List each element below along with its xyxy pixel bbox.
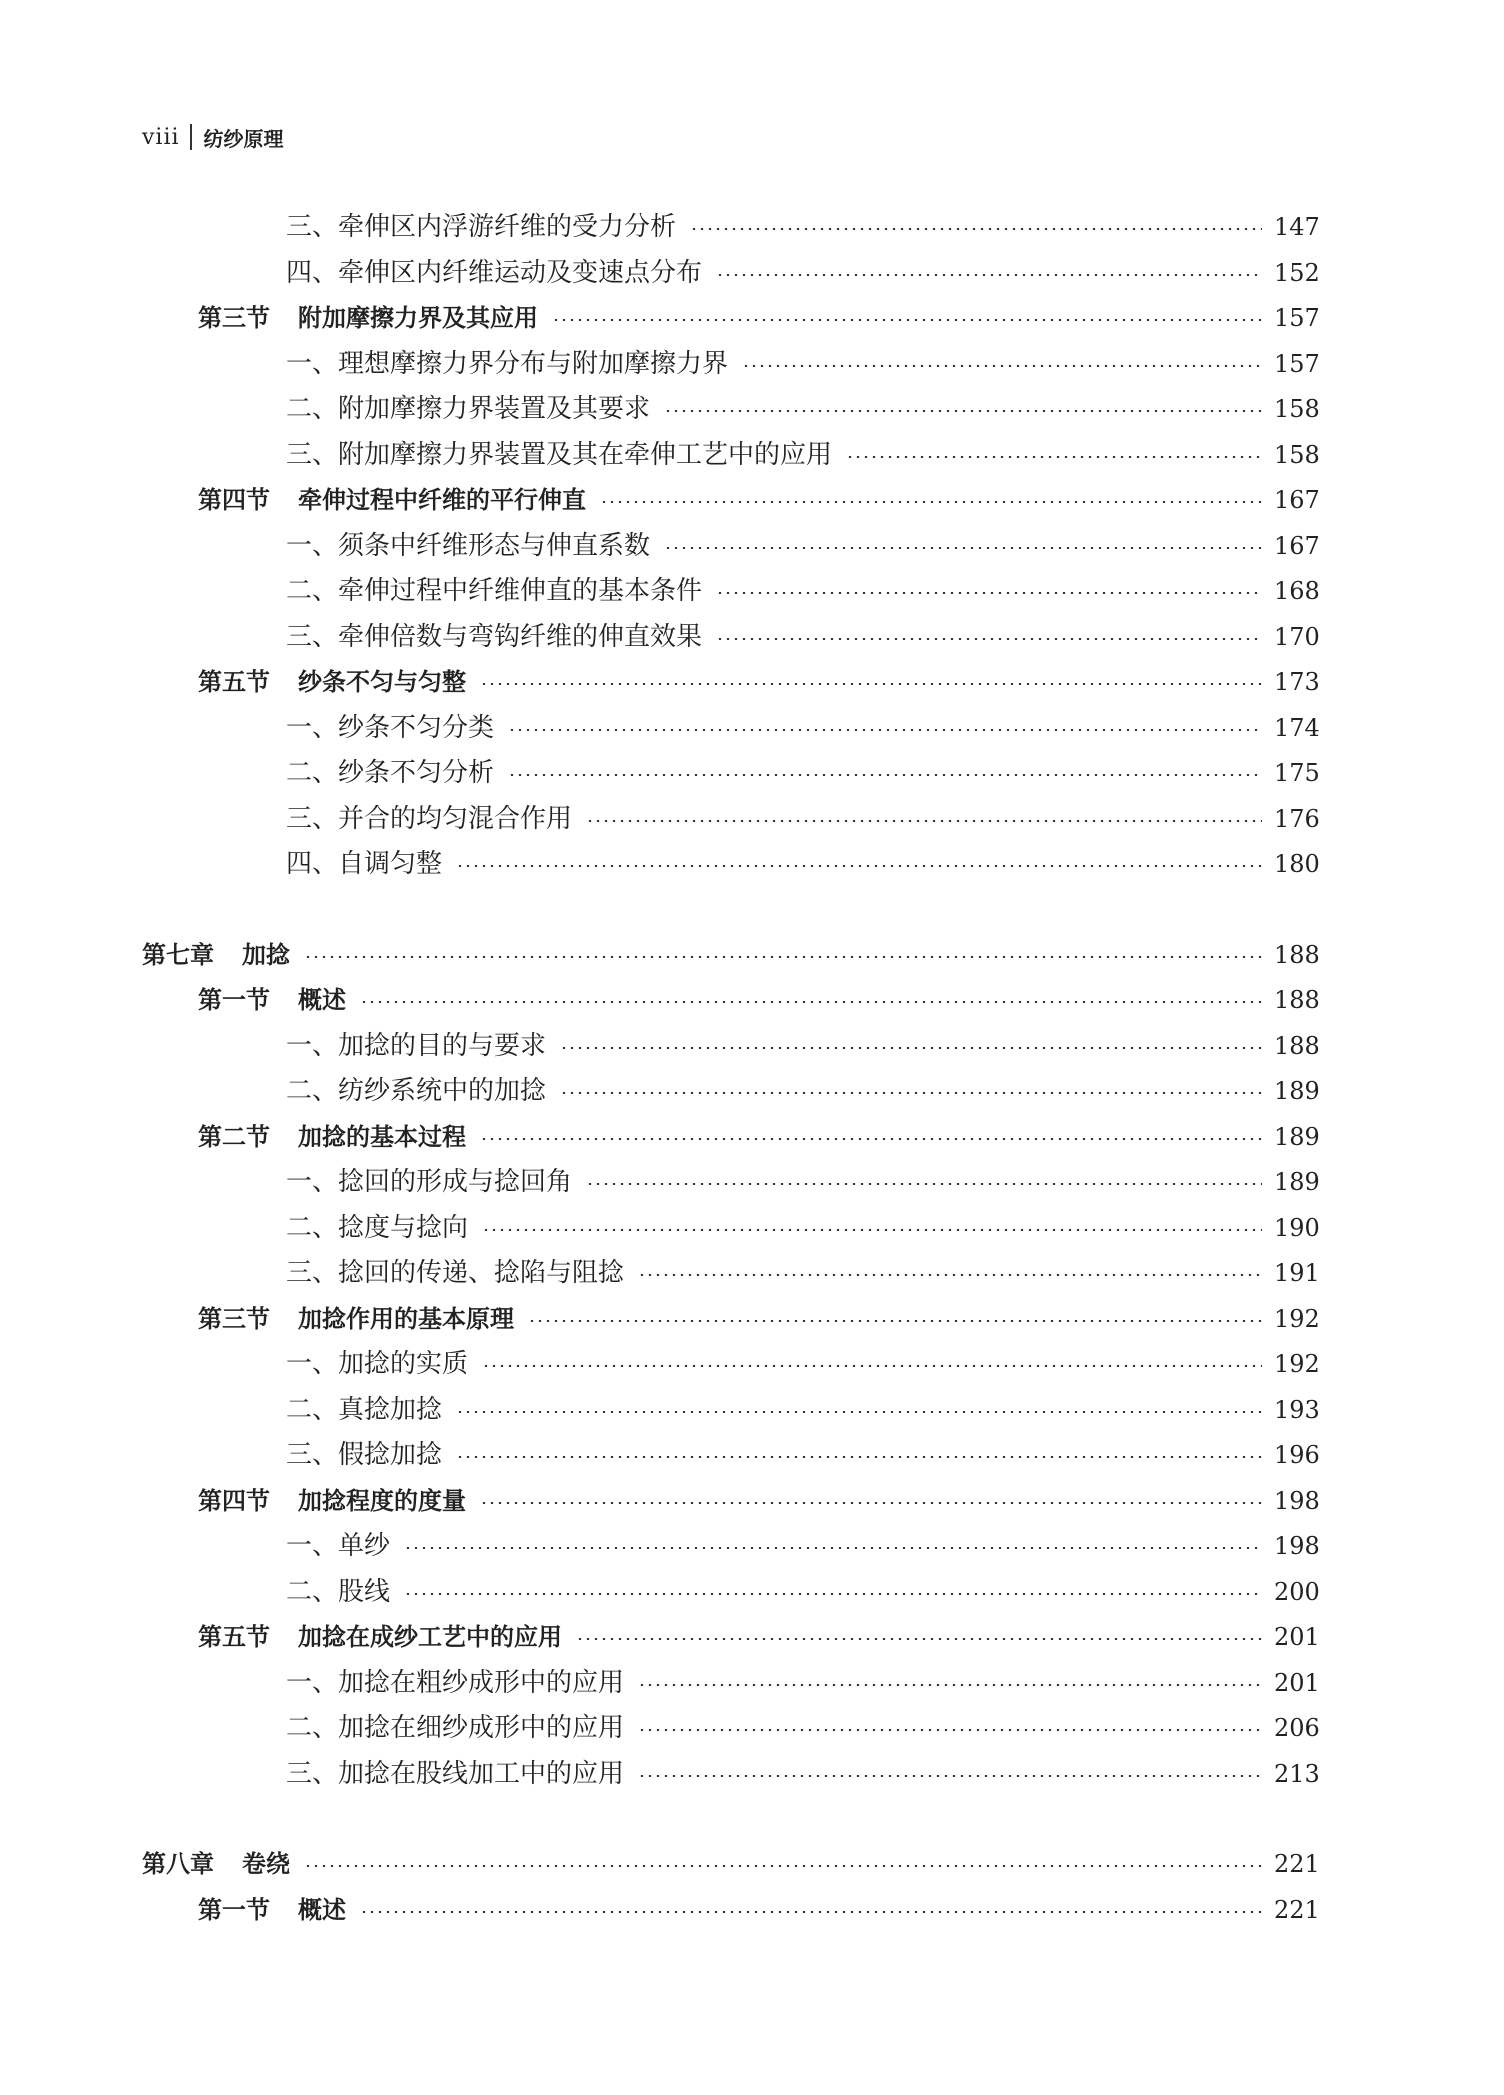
toc-item-row bbox=[286, 1253, 1318, 1293]
toc-dot-leader bbox=[586, 1183, 1262, 1185]
toc-item-row bbox=[286, 1526, 1318, 1566]
toc-item-label: 二、股线 bbox=[286, 1577, 391, 1607]
toc-dot-leader bbox=[456, 1456, 1262, 1458]
toc-item-label: 一、单纱 bbox=[286, 1531, 391, 1561]
toc-page-number: 189 bbox=[1274, 1077, 1320, 1105]
toc-item-row bbox=[286, 1754, 1318, 1794]
toc-item-label: 二、捻度与捻向 bbox=[286, 1213, 469, 1243]
toc-page-number: 190 bbox=[1274, 1214, 1320, 1242]
toc-section-label bbox=[198, 980, 346, 1020]
toc-item-row bbox=[286, 1572, 1318, 1612]
running-header bbox=[142, 121, 284, 153]
toc-section-number: 第二节 bbox=[198, 1123, 270, 1151]
toc-section-number: 第三节 bbox=[198, 304, 270, 332]
toc-section-label bbox=[198, 1299, 514, 1339]
toc-page-number: 170 bbox=[1274, 623, 1320, 651]
toc-dot-leader bbox=[456, 865, 1262, 867]
toc-item-row bbox=[286, 207, 1318, 247]
toc-section-label bbox=[198, 1117, 466, 1157]
toc-item-label: 二、真捻加捻 bbox=[286, 1395, 443, 1425]
toc-item-label: 二、纺纱系统中的加捻 bbox=[286, 1076, 547, 1106]
toc-page-number: 192 bbox=[1274, 1305, 1320, 1333]
toc-chapter-number: 第七章 bbox=[142, 941, 214, 969]
toc-section-label bbox=[198, 662, 466, 702]
toc-dot-leader bbox=[480, 1502, 1262, 1504]
toc-item-row bbox=[286, 617, 1318, 657]
toc-item-label: 一、捻回的形成与捻回角 bbox=[286, 1167, 573, 1197]
toc-item-row bbox=[286, 799, 1318, 839]
toc-section-number: 第三节 bbox=[198, 1305, 270, 1333]
header-page-number: viii bbox=[142, 124, 180, 150]
toc-chapter-label bbox=[142, 935, 290, 975]
toc-section-number: 第五节 bbox=[198, 1623, 270, 1651]
toc-dot-leader bbox=[576, 1638, 1262, 1640]
toc-item-row bbox=[286, 526, 1318, 566]
toc-chapter-row bbox=[142, 935, 1318, 975]
toc-page-number: 200 bbox=[1274, 1578, 1320, 1606]
toc-chapter-title: 卷绕 bbox=[242, 1850, 290, 1878]
toc-page-number: 213 bbox=[1274, 1760, 1320, 1788]
toc-page-number: 147 bbox=[1274, 213, 1320, 241]
toc-page-number: 180 bbox=[1274, 850, 1320, 878]
toc-item-row bbox=[286, 1071, 1318, 1111]
toc-page-number: 158 bbox=[1274, 441, 1320, 469]
toc-item-row bbox=[286, 344, 1318, 384]
toc-item-label: 三、并合的均匀混合作用 bbox=[286, 804, 573, 834]
toc-dot-leader bbox=[360, 1911, 1262, 1913]
toc-dot-leader bbox=[560, 1092, 1262, 1094]
toc-page-number: 201 bbox=[1274, 1623, 1320, 1651]
toc-item-row bbox=[286, 571, 1318, 611]
toc-page-number: 174 bbox=[1274, 714, 1320, 742]
toc-item-label: 三、牵伸区内浮游纤维的受力分析 bbox=[286, 212, 677, 242]
toc-section-row bbox=[198, 1117, 1318, 1157]
toc-dot-leader bbox=[304, 1865, 1262, 1867]
toc-dot-leader bbox=[404, 1593, 1262, 1595]
toc-page-number: 152 bbox=[1274, 259, 1320, 287]
toc-section-label bbox=[198, 1890, 346, 1930]
toc-item-label: 二、牵伸过程中纤维伸直的基本条件 bbox=[286, 576, 703, 606]
toc-item-label: 一、加捻的实质 bbox=[286, 1349, 469, 1379]
toc-item-label: 一、加捻的目的与要求 bbox=[286, 1031, 547, 1061]
toc-section-row bbox=[198, 1481, 1318, 1521]
toc-dot-leader bbox=[508, 729, 1262, 731]
toc-item-row bbox=[286, 753, 1318, 793]
toc-section-title: 牵伸过程中纤维的平行伸直 bbox=[298, 486, 586, 514]
toc-item-row bbox=[286, 844, 1318, 884]
toc-section-title: 加捻程度的度量 bbox=[298, 1487, 466, 1515]
toc-dot-leader bbox=[456, 1411, 1262, 1413]
toc-dot-leader bbox=[638, 1729, 1262, 1731]
toc-item-row bbox=[286, 253, 1318, 293]
toc-section-row bbox=[198, 662, 1318, 702]
toc-section-label bbox=[198, 1481, 466, 1521]
toc-dot-leader bbox=[638, 1274, 1262, 1276]
toc-item-row bbox=[286, 1663, 1318, 1703]
toc-dot-leader bbox=[480, 683, 1262, 685]
header-book-title: 纺纱原理 bbox=[203, 126, 284, 151]
toc-dot-leader bbox=[480, 1138, 1262, 1140]
toc-dot-leader bbox=[638, 1775, 1262, 1777]
toc-page-number: 168 bbox=[1274, 577, 1320, 605]
toc-section-number: 第五节 bbox=[198, 668, 270, 696]
toc-page-number: 157 bbox=[1274, 350, 1320, 378]
toc-item-label: 二、加捻在细纱成形中的应用 bbox=[286, 1713, 625, 1743]
toc-section-title: 纱条不匀与匀整 bbox=[298, 668, 466, 696]
toc-page-number: 188 bbox=[1274, 941, 1320, 969]
toc-item-label: 三、加捻在股线加工中的应用 bbox=[286, 1759, 625, 1789]
toc-item-row bbox=[286, 1026, 1318, 1066]
toc-page-number: 192 bbox=[1274, 1350, 1320, 1378]
toc-page-number: 198 bbox=[1274, 1532, 1320, 1560]
toc-dot-leader bbox=[528, 1320, 1262, 1322]
toc-item-label: 一、加捻在粗纱成形中的应用 bbox=[286, 1668, 625, 1698]
toc-page-number: 198 bbox=[1274, 1487, 1320, 1515]
toc-dot-leader bbox=[742, 365, 1262, 367]
toc-page-number: 206 bbox=[1274, 1714, 1320, 1742]
toc-item-label: 一、须条中纤维形态与伸直系数 bbox=[286, 531, 651, 561]
toc-item-label: 三、假捻加捻 bbox=[286, 1440, 443, 1470]
toc-section-title: 附加摩擦力界及其应用 bbox=[298, 304, 538, 332]
toc-dot-leader bbox=[552, 319, 1262, 321]
toc-dot-leader bbox=[716, 592, 1262, 594]
toc-dot-leader bbox=[360, 1001, 1262, 1003]
toc-dot-leader bbox=[664, 410, 1262, 412]
toc-dot-leader bbox=[508, 774, 1262, 776]
toc-section-row bbox=[198, 980, 1318, 1020]
toc-dot-leader bbox=[664, 547, 1262, 549]
toc-section-row bbox=[198, 1617, 1318, 1657]
toc-section-number: 第一节 bbox=[198, 986, 270, 1014]
toc-page-number: 176 bbox=[1274, 805, 1320, 833]
toc-section-number: 第四节 bbox=[198, 486, 270, 514]
toc-chapter-title: 加捻 bbox=[242, 941, 290, 969]
toc-dot-leader bbox=[482, 1229, 1262, 1231]
toc-section-row bbox=[198, 1890, 1318, 1930]
toc-dot-leader bbox=[482, 1365, 1262, 1367]
toc-page-number: 221 bbox=[1274, 1850, 1320, 1878]
toc-section-title: 加捻在成纱工艺中的应用 bbox=[298, 1623, 562, 1651]
toc-page-number: 196 bbox=[1274, 1441, 1320, 1469]
toc-page-number: 167 bbox=[1274, 486, 1320, 514]
toc-item-row bbox=[286, 708, 1318, 748]
toc-dot-leader bbox=[638, 1684, 1262, 1686]
toc-item-label: 二、纱条不匀分析 bbox=[286, 758, 495, 788]
toc-section-number: 第一节 bbox=[198, 1896, 270, 1924]
toc-item-label: 四、自调匀整 bbox=[286, 849, 443, 879]
toc-chapter-number: 第八章 bbox=[142, 1850, 214, 1878]
toc-dot-leader bbox=[600, 501, 1262, 503]
toc-section-row bbox=[198, 1299, 1318, 1339]
toc-page-number: 189 bbox=[1274, 1168, 1320, 1196]
toc-section-label bbox=[198, 1617, 562, 1657]
toc-page-number: 201 bbox=[1274, 1669, 1320, 1697]
toc-dot-leader bbox=[560, 1047, 1262, 1049]
toc-section-title: 加捻的基本过程 bbox=[298, 1123, 466, 1151]
header-divider bbox=[190, 124, 192, 150]
toc-page-number: 188 bbox=[1274, 986, 1320, 1014]
toc-section-title: 加捻作用的基本原理 bbox=[298, 1305, 514, 1333]
toc-page-number: 189 bbox=[1274, 1123, 1320, 1151]
toc-dot-leader bbox=[304, 956, 1262, 958]
toc-item-label: 一、纱条不匀分类 bbox=[286, 713, 495, 743]
toc-section-title: 概述 bbox=[298, 986, 346, 1014]
toc-page-number: 188 bbox=[1274, 1032, 1320, 1060]
toc-item-row bbox=[286, 435, 1318, 475]
toc-page-number: 158 bbox=[1274, 395, 1320, 423]
toc-item-row bbox=[286, 1708, 1318, 1748]
toc-page-number: 157 bbox=[1274, 304, 1320, 332]
toc-item-row bbox=[286, 1208, 1318, 1248]
toc-dot-leader bbox=[716, 274, 1262, 276]
toc-page-number: 193 bbox=[1274, 1396, 1320, 1424]
toc-item-label: 三、捻回的传递、捻陷与阻捻 bbox=[286, 1258, 625, 1288]
toc-page-number: 173 bbox=[1274, 668, 1320, 696]
toc-item-row bbox=[286, 389, 1318, 429]
toc-section-row bbox=[198, 298, 1318, 338]
toc-chapter-row bbox=[142, 1844, 1318, 1884]
toc-section-label bbox=[198, 480, 586, 520]
toc-item-label: 二、附加摩擦力界装置及其要求 bbox=[286, 394, 651, 424]
toc-dot-leader bbox=[690, 228, 1262, 230]
toc-section-title: 概述 bbox=[298, 1896, 346, 1924]
toc-section-row bbox=[198, 480, 1318, 520]
toc-chapter-label bbox=[142, 1844, 290, 1884]
toc-page-number: 221 bbox=[1274, 1896, 1320, 1924]
toc-item-row bbox=[286, 1435, 1318, 1475]
toc-page-number: 167 bbox=[1274, 532, 1320, 560]
toc-item-row bbox=[286, 1162, 1318, 1202]
toc-page-number: 175 bbox=[1274, 759, 1320, 787]
toc-section-number: 第四节 bbox=[198, 1487, 270, 1515]
toc-item-row bbox=[286, 1390, 1318, 1430]
toc-section-label bbox=[198, 298, 538, 338]
toc-item-label: 三、牵伸倍数与弯钩纤维的伸直效果 bbox=[286, 622, 703, 652]
toc-page-number: 191 bbox=[1274, 1259, 1320, 1287]
toc-dot-leader bbox=[404, 1547, 1262, 1549]
toc-item-row bbox=[286, 1344, 1318, 1384]
toc-item-label: 三、附加摩擦力界装置及其在牵伸工艺中的应用 bbox=[286, 440, 833, 470]
toc-item-label: 四、牵伸区内纤维运动及变速点分布 bbox=[286, 258, 703, 288]
toc-dot-leader bbox=[586, 820, 1262, 822]
toc-item-label: 一、理想摩擦力界分布与附加摩擦力界 bbox=[286, 349, 729, 379]
toc-dot-leader bbox=[846, 456, 1262, 458]
toc-dot-leader bbox=[716, 638, 1262, 640]
